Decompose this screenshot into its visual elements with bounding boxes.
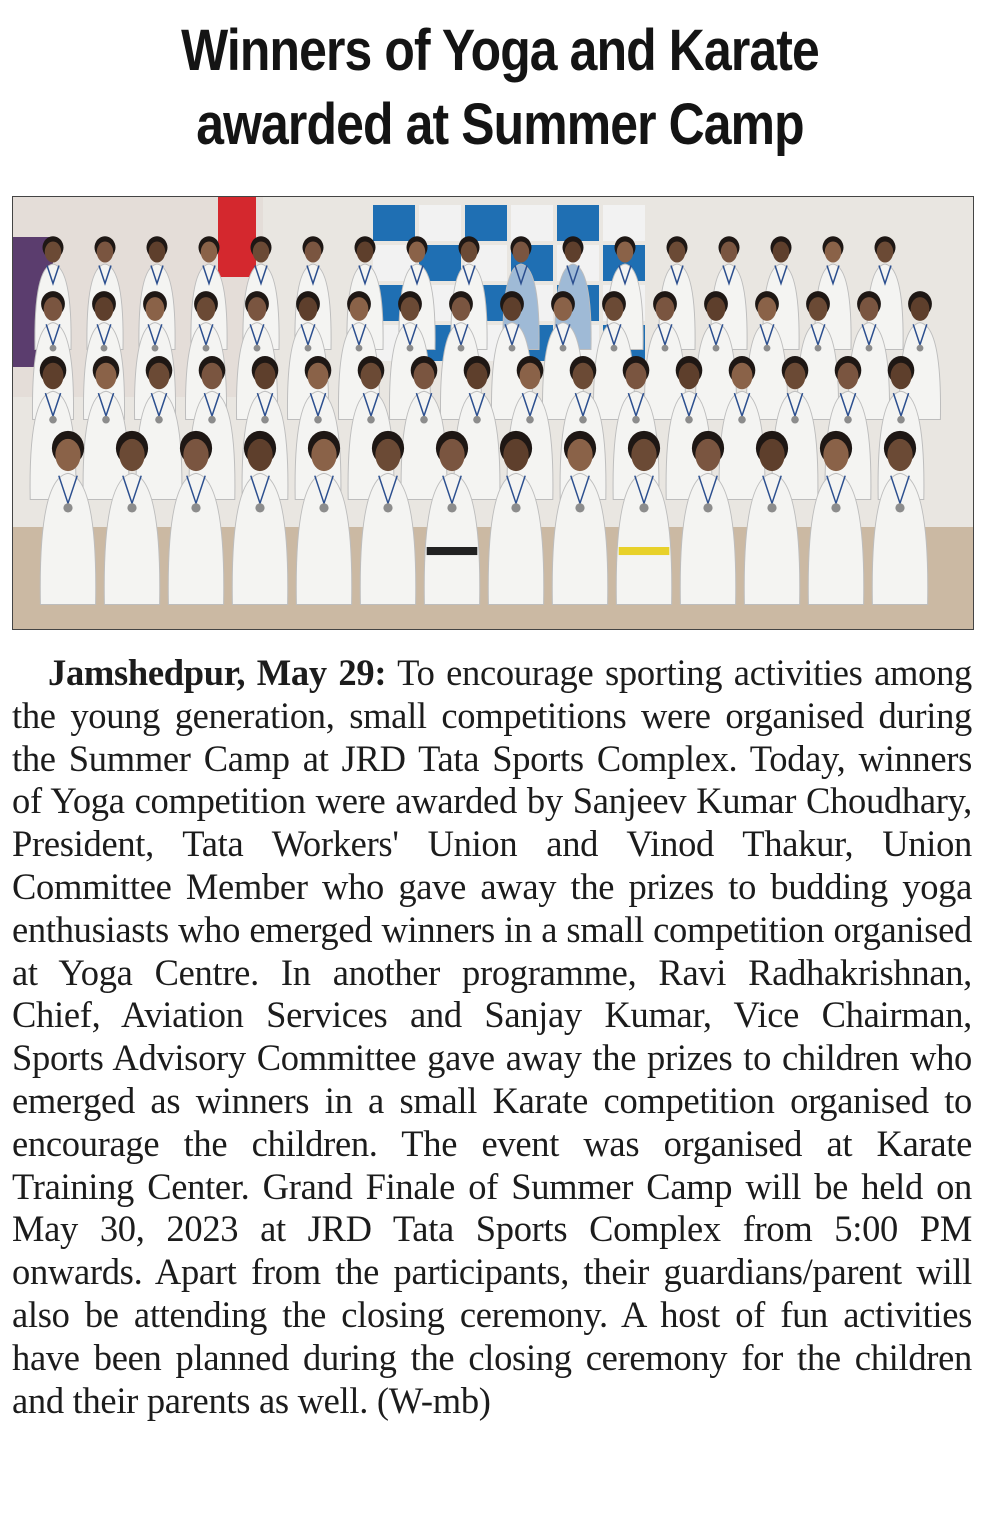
article-body: [12, 652, 972, 1422]
group-photo: [12, 196, 974, 630]
group-photo-image: [13, 197, 973, 629]
article-dateline: Jamshedpur, May 29:: [48, 652, 387, 693]
headline-line-2: awarded at Summer Camp: [196, 92, 804, 157]
headline-line-1: Winners of Yoga and Karate: [181, 18, 819, 83]
photo-red-pillar: [218, 197, 256, 277]
headline: [87, 14, 913, 162]
article-text: To encourage sporting activities among the young generation, small competitions were organised during the Summer Camp at JRD Tata Sports Complex. Today, winners of Yoga competition were awarded by Sanjeev Kumar Choudhary, President, Tata Workers' Union and Vinod Thakur, Union Committee Member who gave away the prizes to budding yoga enthusiasts who emerged winners in a small competition organised at Yoga Centre. In another programme, Ravi Radhakrishnan, Chief, Aviation Services and Sanjay Kumar, Vice Chairman, Sports Advisory Committee gave away the prizes to children who emerged as winners in a small Karate competition organised to encourage the children. The event was organised at Karate Training Center. Grand Finale of Summer Camp will be held on May 30, 2023 at JRD Tata Sports Complex from 5:00 PM onwards. Apart from the participants, their guardians/parent will also be attending the closing ceremony. A host of fun activities have been planned during the closing ceremony for the children and their parents as well. (W-mb): [12, 652, 972, 1421]
